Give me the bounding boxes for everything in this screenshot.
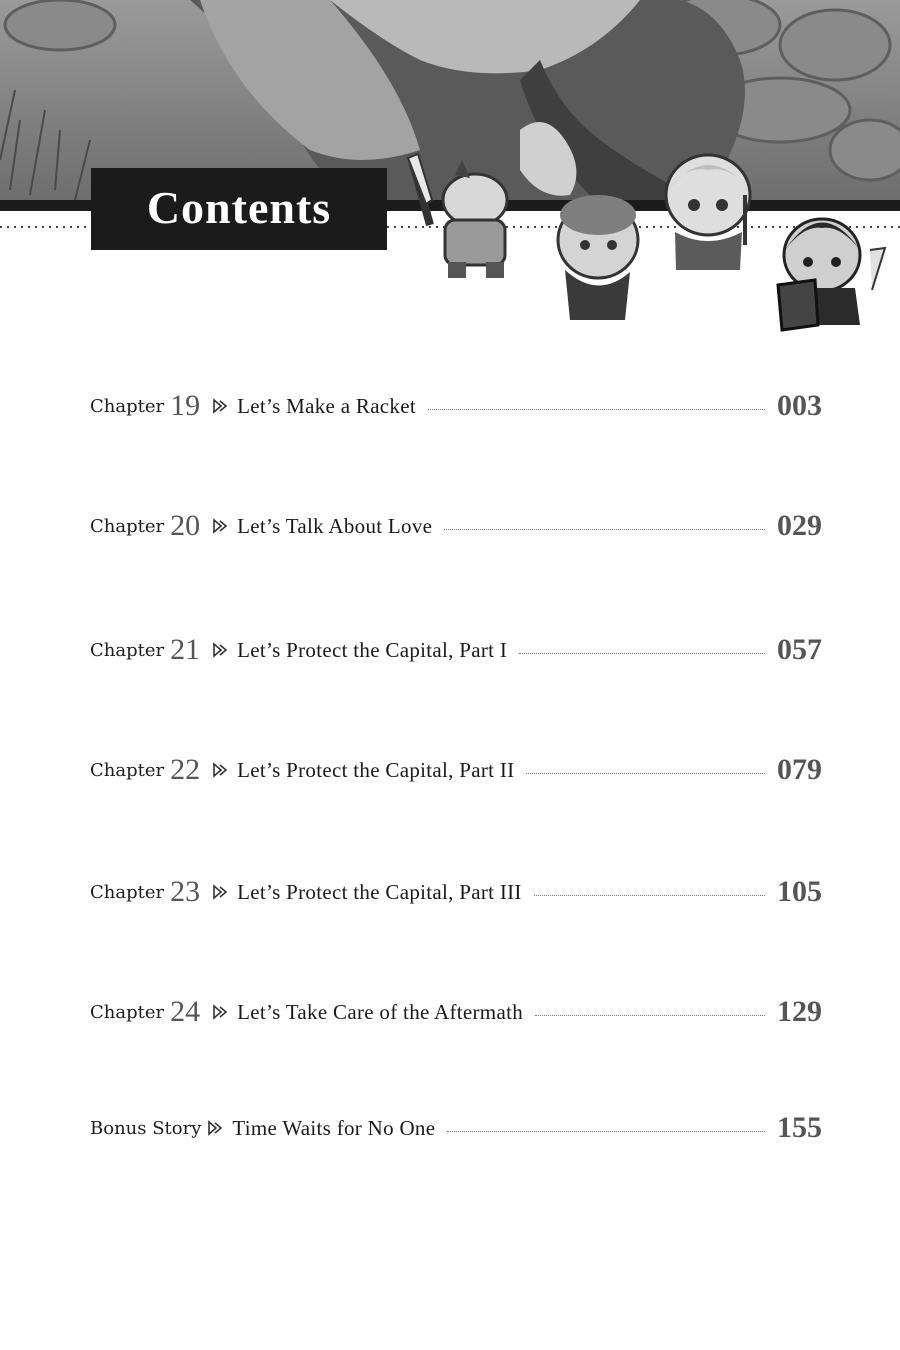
chapter-label: Chapter bbox=[90, 759, 165, 781]
dot-leader bbox=[444, 529, 765, 530]
chapter-title: Let’s Protect the Capital, Part II bbox=[237, 757, 515, 782]
toc-entry[interactable] bbox=[90, 992, 822, 1032]
chapter-title: Let’s Protect the Capital, Part I bbox=[237, 637, 508, 662]
toc-entry[interactable] bbox=[90, 750, 822, 790]
double-chevron-right-icon bbox=[212, 642, 228, 658]
contents-heading-box bbox=[91, 168, 387, 250]
page-title: Contents bbox=[146, 181, 332, 233]
dot-leader bbox=[535, 1015, 765, 1016]
dot-leader bbox=[519, 653, 765, 654]
toc-entry[interactable] bbox=[90, 630, 822, 670]
double-chevron-right-icon bbox=[212, 398, 228, 414]
chapter-title: Let’s Talk About Love bbox=[237, 513, 433, 538]
chapter-label: Chapter bbox=[90, 515, 165, 537]
bonus-label: Bonus Story bbox=[90, 1117, 202, 1139]
double-chevron-right-icon bbox=[207, 1120, 223, 1136]
chapter-number: 19 bbox=[170, 389, 201, 422]
page-number: 105 bbox=[777, 875, 822, 908]
chapter-number: 24 bbox=[170, 995, 201, 1028]
page-number: 003 bbox=[777, 389, 822, 422]
toc-entry[interactable] bbox=[90, 872, 822, 912]
chapter-number: 20 bbox=[170, 509, 201, 542]
chapter-title: Let’s Make a Racket bbox=[237, 393, 416, 418]
double-chevron-right-icon bbox=[212, 518, 228, 534]
dot-leader bbox=[447, 1131, 765, 1132]
double-chevron-right-icon bbox=[212, 884, 228, 900]
bonus-title: Time Waits for No One bbox=[232, 1115, 436, 1140]
toc-entry-bonus[interactable] bbox=[90, 1108, 822, 1148]
chibi-dark-knight bbox=[778, 219, 885, 330]
chapter-label: Chapter bbox=[90, 395, 165, 417]
chapter-title: Let’s Protect the Capital, Part III bbox=[237, 879, 522, 904]
page-number: 155 bbox=[777, 1111, 822, 1144]
chibi-girl-hooded bbox=[558, 195, 638, 320]
page-number: 057 bbox=[777, 633, 822, 666]
toc-entry[interactable] bbox=[90, 386, 822, 426]
dot-leader bbox=[526, 773, 765, 774]
double-chevron-right-icon bbox=[212, 1004, 228, 1020]
dot-leader bbox=[534, 895, 765, 896]
chapter-number: 23 bbox=[170, 875, 201, 908]
chapter-label: Chapter bbox=[90, 639, 165, 661]
double-chevron-right-icon bbox=[212, 762, 228, 778]
page-number: 079 bbox=[777, 753, 822, 786]
page-number: 129 bbox=[777, 995, 822, 1028]
toc-entry[interactable] bbox=[90, 506, 822, 546]
chapter-number: 22 bbox=[170, 753, 201, 786]
dot-leader bbox=[428, 409, 765, 410]
chapter-number: 21 bbox=[170, 633, 201, 666]
chapter-label: Chapter bbox=[90, 881, 165, 903]
page-number: 029 bbox=[777, 509, 822, 542]
chibi-blonde-mage bbox=[666, 155, 750, 270]
chapter-label: Chapter bbox=[90, 1001, 165, 1023]
chapter-title: Let’s Take Care of the Aftermath bbox=[237, 999, 524, 1024]
